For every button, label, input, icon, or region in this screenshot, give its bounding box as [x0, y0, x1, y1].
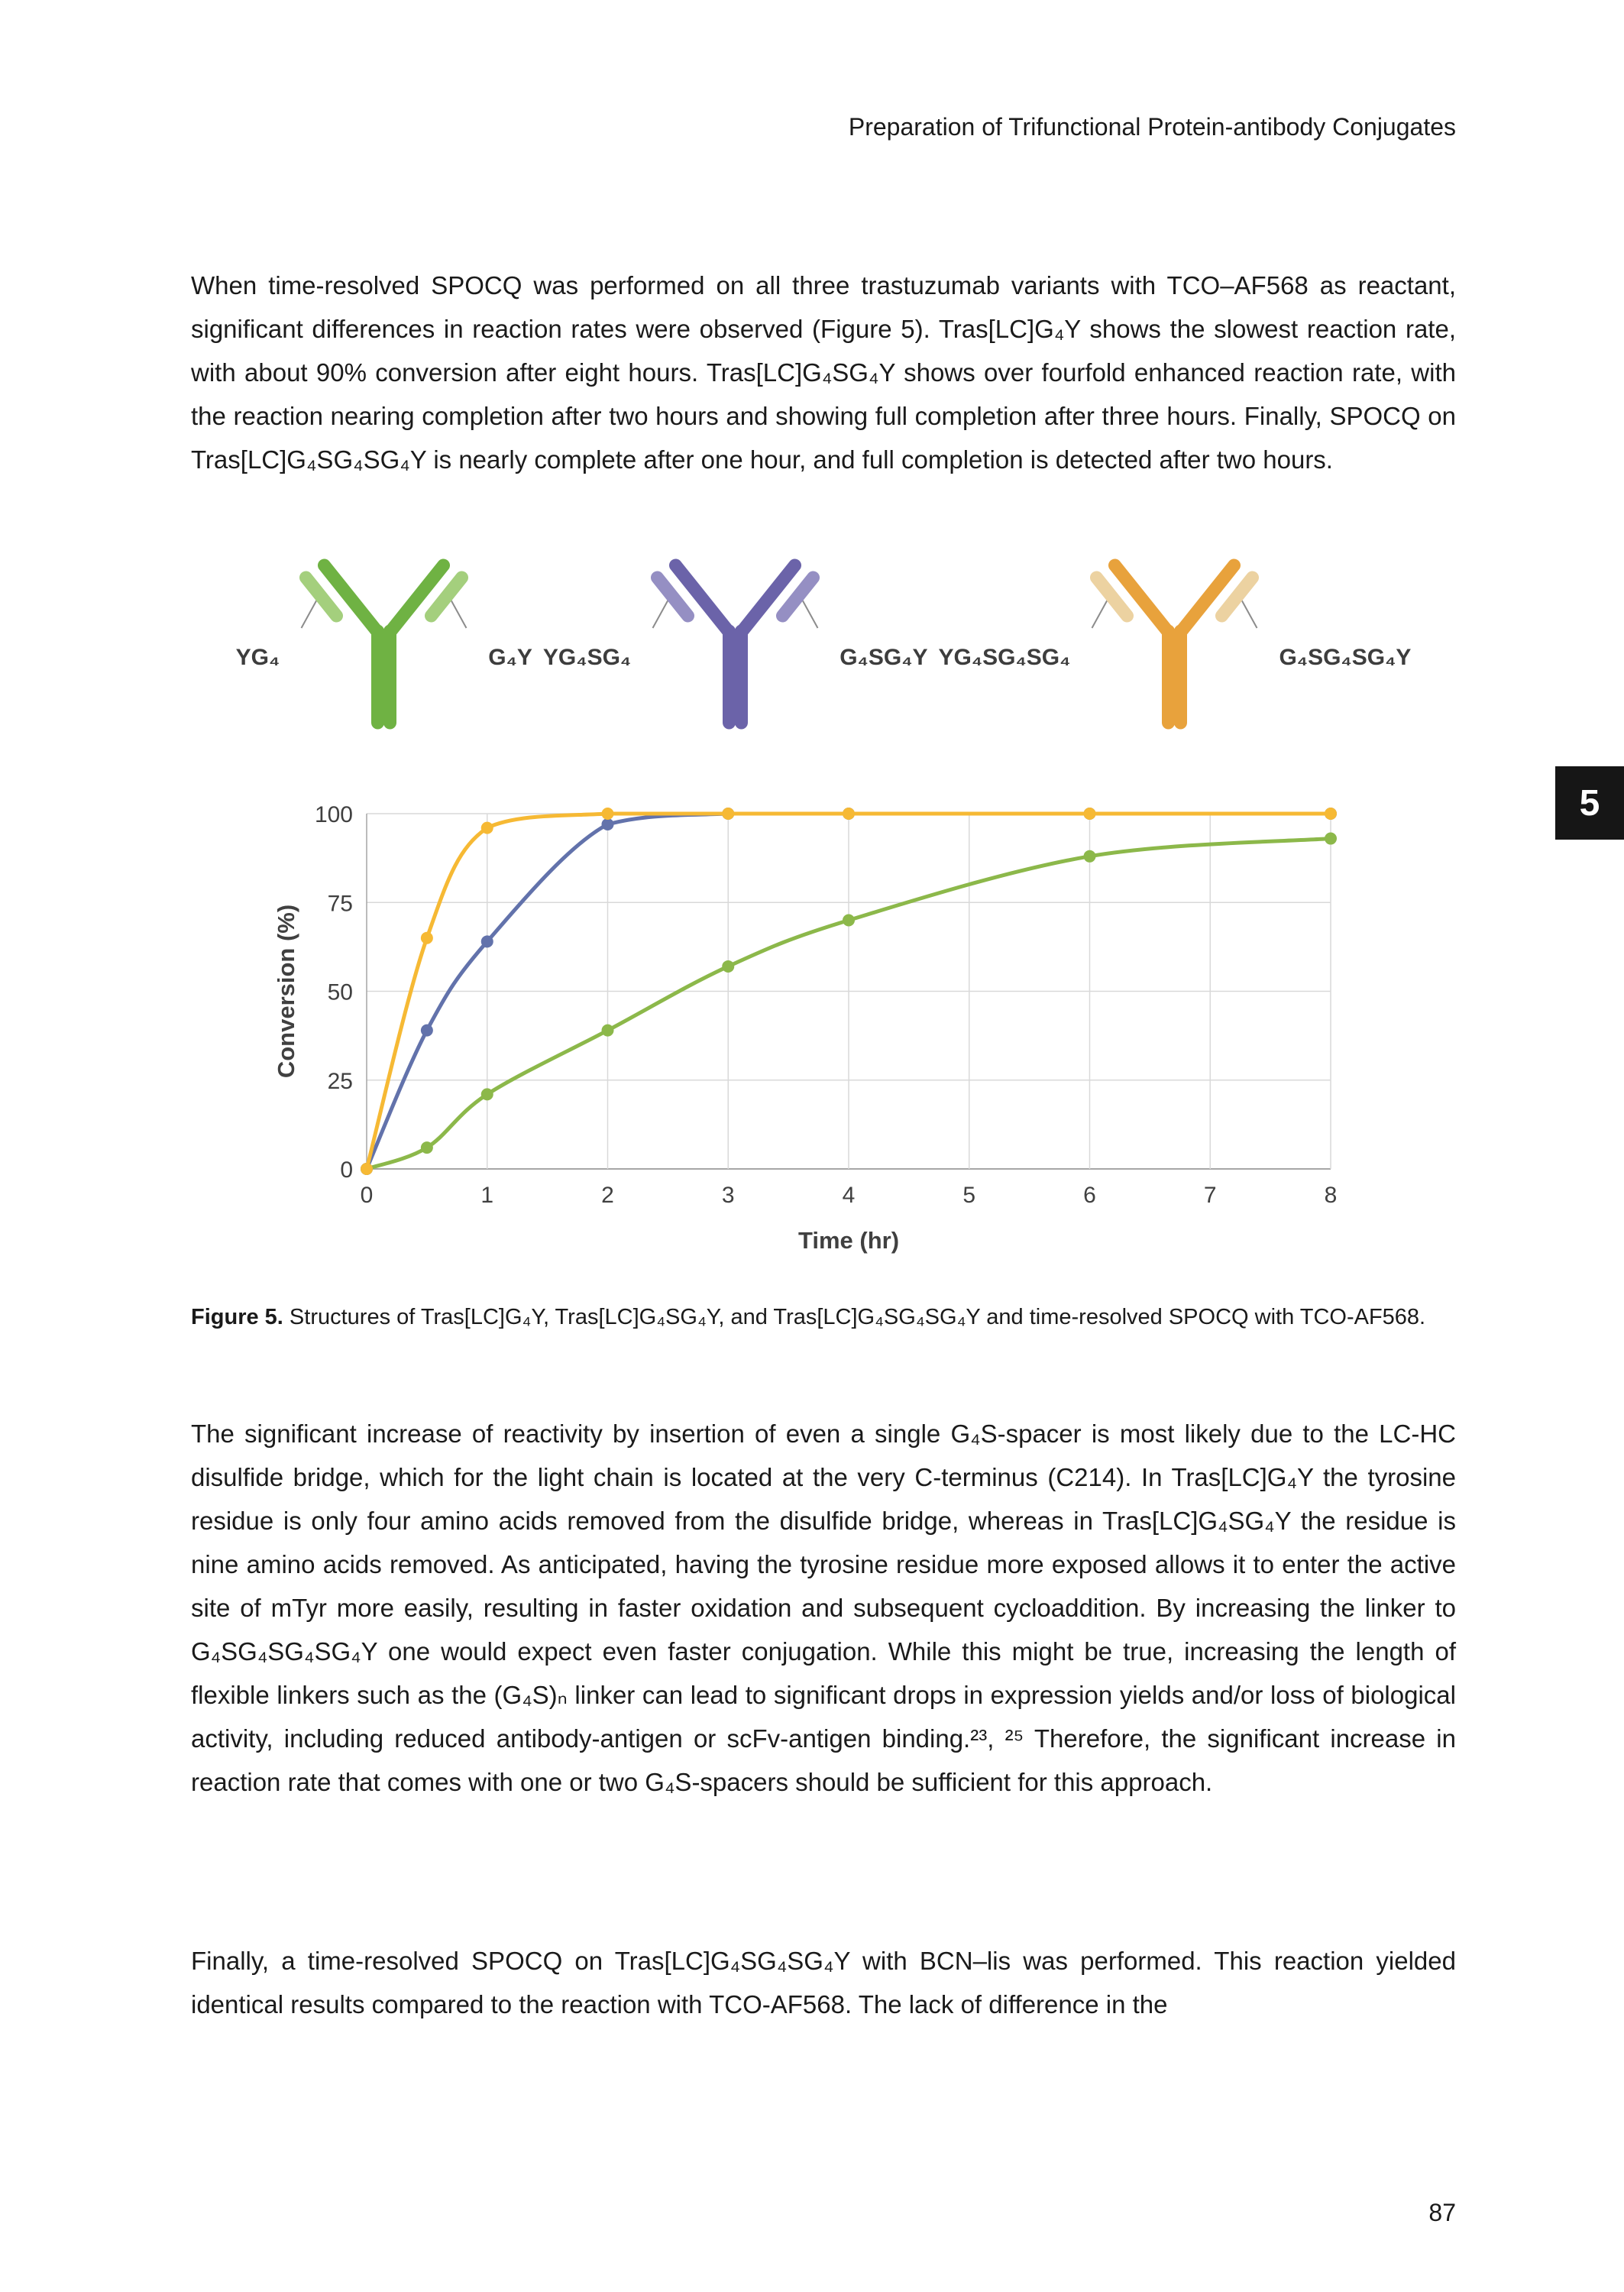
svg-text:7: 7 [1203, 1183, 1217, 1208]
paragraph-final: Finally, a time-resolved SPOCQ on Tras[LC]G₄SG₄SG₄Y with BCN–lis was performed. This reaction yielded identical results compared to the reaction with TCO-AF568. The lack of difference in the [191, 1947, 1456, 2018]
svg-text:0: 0 [340, 1157, 353, 1183]
conversion-chart [271, 795, 1348, 1261]
antibody-3-right-label: G₄SG₄SG₄Y [1279, 645, 1412, 670]
antibody-3-left-label: YG₄SG₄SG₄ [938, 645, 1071, 670]
svg-text:3: 3 [721, 1183, 735, 1208]
chapter-tab: 5 [1555, 766, 1624, 840]
svg-text:2: 2 [601, 1183, 614, 1208]
figure-caption [191, 1299, 1456, 1336]
antibody-icon [1073, 549, 1276, 740]
paragraph-discussion: The significant increase of reactivity by insertion of even a single G₄S-spacer is most likely due to the LC-HC disulfide bridge, which for the light chain is located at the very C-terminus (C214). In Tras[LC]G₄Y the tyrosine residue is only four amino acids removed from the disulfide bridge, whereas in Tras[LC]G₄SG₄Y the residue is nine amino acids removed. As anticipated, having the tyrosine residue more exposed allows it to enter the active site of mTyr more easily, resulting in faster oxidation and subsequent cycloaddition. By increasing the linker to G₄SG₄SG₄SG₄Y one would expect even faster conjugation. While this might be true, increasing the length of flexible linkers such as the (G₄S)ₙ linker can lead to significant drops in expression yields and/or loss of biological activity, including reduced antibody-antigen or scFv-antigen binding.²³, ²⁵ Therefore, the significant increase in reaction rate that comes with one or two G₄S-spacers should be sufficient for this approach. [191, 1420, 1456, 1796]
svg-text:75: 75 [327, 891, 353, 917]
svg-text:100: 100 [314, 802, 353, 827]
svg-text:4: 4 [842, 1183, 856, 1208]
paragraph-intro: When time-resolved SPOCQ was performed on all three trastuzumab variants with TCO–AF568 as reactant, significant differences in reaction rates were observed (Figure 5). Tras[LC]G₄Y shows the slowest reaction rate, with about 90% conversion after eight hours. Tras[LC]G₄SG₄Y shows over fourfold enhanced reaction rate, with the reaction nearing completion after two hours and showing full completion after three hours. Finally, SPOCQ on Tras[LC]G₄SG₄SG₄Y is nearly complete after one hour, and full completion is detected after two hours. [191, 271, 1456, 474]
antibody-icon [634, 549, 836, 740]
svg-text:Conversion (%): Conversion (%) [273, 904, 299, 1079]
svg-text:6: 6 [1083, 1183, 1096, 1208]
page-number: 87 [1428, 2199, 1456, 2226]
svg-text:Time (hr): Time (hr) [797, 1227, 900, 1254]
antibody-structure-3 [939, 549, 1412, 740]
svg-text:25: 25 [327, 1068, 353, 1094]
figure-caption-label: Figure 5. [191, 1305, 283, 1329]
antibody-structure-2 [543, 549, 928, 740]
antibody-2-left-label: YG₄SG₄ [542, 645, 632, 670]
antibody-1-left-label: YG₄ [235, 645, 280, 670]
running-header: Preparation of Trifunctional Protein-antibody Conjugates [848, 113, 1456, 141]
svg-text:1: 1 [480, 1183, 494, 1208]
figure-caption-text: Structures of Tras[LC]G₄Y, Tras[LC]G₄SG₄Y, and Tras[LC]G₄SG₄SG₄Y and time-resolved SPOCQ with TCO-AF568. [283, 1305, 1426, 1329]
svg-text:0: 0 [360, 1183, 374, 1208]
antibody-2-right-label: G₄SG₄Y [839, 645, 928, 670]
svg-text:5: 5 [962, 1183, 976, 1208]
svg-text:50: 50 [327, 979, 353, 1005]
antibody-structures-figure [191, 549, 1456, 740]
antibody-icon [283, 549, 485, 740]
antibody-1-right-label: G₄Y [488, 645, 532, 670]
antibody-structure-1 [236, 549, 532, 740]
svg-text:8: 8 [1324, 1183, 1338, 1208]
